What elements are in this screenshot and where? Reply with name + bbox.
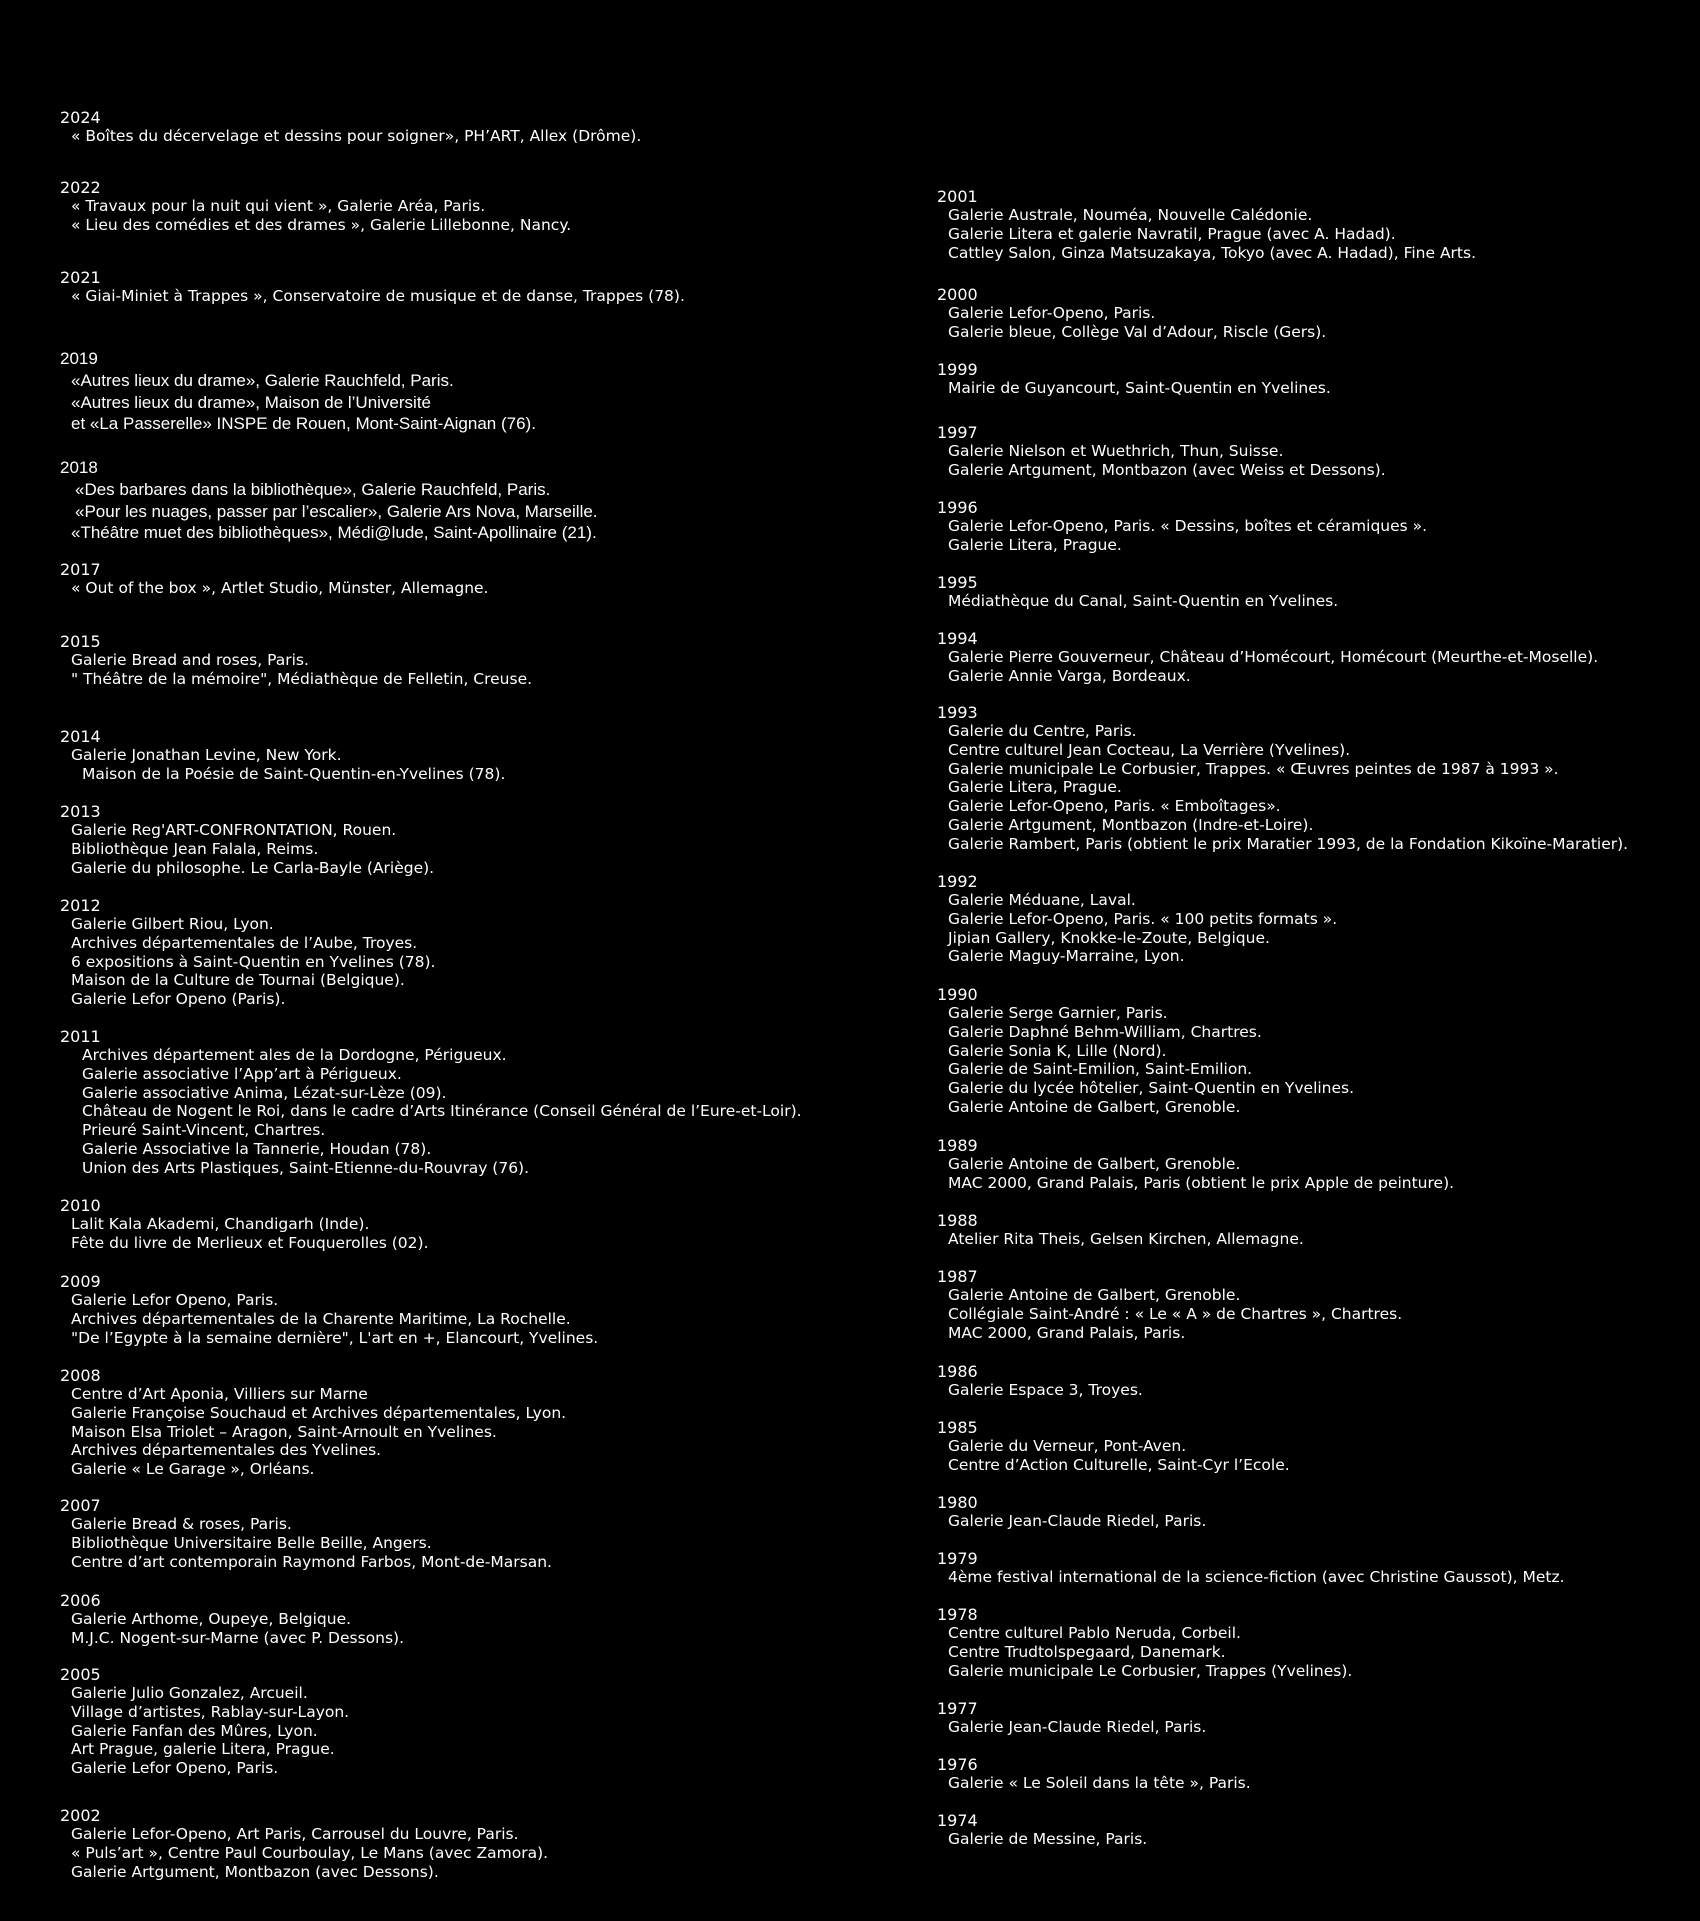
year-heading: 2018 bbox=[60, 458, 98, 477]
year-entry bbox=[937, 1418, 1677, 1475]
year-entry bbox=[937, 1136, 1677, 1193]
exhibition-line: Galerie Jean-Claude Riedel, Paris. bbox=[948, 1718, 1207, 1736]
year-entry bbox=[60, 348, 880, 435]
exhibition-line: Bibliothèque Universitaire Belle Beille, Angers. bbox=[71, 1533, 432, 1552]
exhibition-line: Maison de la Culture de Tournai (Belgique). bbox=[71, 971, 405, 990]
year-entry bbox=[60, 1272, 880, 1347]
exhibition-line: Galerie municipale Le Corbusier, Trappes. « Œuvres peintes de 1987 à 1993 ». bbox=[948, 759, 1559, 778]
exhibition-line: Galerie Bread and roses, Paris. bbox=[71, 651, 309, 669]
exhibition-line: Galerie Litera, Prague. bbox=[948, 778, 1122, 797]
exhibition-line: Maison de la Poésie de Saint-Quentin-en-Yvelines (78). bbox=[82, 764, 506, 783]
exhibition-line: Atelier Rita Theis, Gelsen Kirchen, Allemagne. bbox=[948, 1230, 1304, 1248]
year-heading: 1995 bbox=[937, 573, 978, 592]
exhibition-line: Galerie Lefor Openo, Paris. bbox=[71, 1759, 279, 1778]
year-entry bbox=[60, 178, 880, 235]
year-entry bbox=[937, 423, 1677, 480]
exhibition-line: Galerie Espace 3, Troyes. bbox=[948, 1381, 1143, 1399]
exhibition-line: Centre d’Action Culturelle, Saint-Cyr l’Ecole. bbox=[948, 1455, 1290, 1474]
year-entry bbox=[60, 457, 880, 544]
exhibition-line: Archives département ales de la Dordogne, Périgueux. bbox=[82, 1046, 507, 1064]
year-heading: 2015 bbox=[60, 632, 101, 651]
year-heading: 1977 bbox=[937, 1699, 978, 1718]
exhibition-line: Galerie Antoine de Galbert, Grenoble. bbox=[948, 1286, 1241, 1304]
exhibition-line: «Autres lieux du drame», Galerie Rauchfeld, Paris. bbox=[71, 370, 454, 390]
year-heading: 2010 bbox=[60, 1196, 101, 1215]
year-heading: 2024 bbox=[60, 108, 101, 127]
year-entry bbox=[60, 1196, 880, 1253]
exhibition-line: Galerie de Messine, Paris. bbox=[948, 1830, 1148, 1848]
exhibition-line: Galerie Artgument, Montbazon (avec Weiss et Dessons). bbox=[948, 460, 1386, 479]
year-entry bbox=[937, 1755, 1677, 1793]
year-heading: 2013 bbox=[60, 802, 101, 821]
year-heading: 1996 bbox=[937, 498, 978, 517]
exhibition-line: Galerie du Verneur, Pont-Aven. bbox=[948, 1437, 1187, 1455]
year-entry bbox=[937, 573, 1677, 611]
year-heading: 1979 bbox=[937, 1549, 978, 1568]
year-entry bbox=[60, 727, 880, 784]
exhibition-line: Galerie Julio Gonzalez, Arcueil. bbox=[71, 1684, 308, 1702]
year-heading: 1990 bbox=[937, 985, 978, 1004]
year-entry bbox=[937, 187, 1677, 262]
year-entry bbox=[60, 1665, 880, 1778]
year-entry bbox=[937, 629, 1677, 686]
year-heading: 1976 bbox=[937, 1755, 978, 1774]
exhibition-line: Galerie Lefor Openo, Paris. bbox=[71, 1291, 279, 1309]
exhibition-line: Galerie du lycée hôtelier, Saint-Quentin en Yvelines. bbox=[948, 1079, 1355, 1098]
year-entry bbox=[60, 1366, 880, 1479]
exhibition-line: Lalit Kala Akademi, Chandigarh (Inde). bbox=[71, 1215, 370, 1233]
exhibition-line: Galerie Jonathan Levine, New York. bbox=[71, 746, 342, 764]
exhibition-line: Galerie Antoine de Galbert, Grenoble. bbox=[948, 1097, 1241, 1116]
exhibition-line: Galerie Rambert, Paris (obtient le prix Maratier 1993, de la Fondation Kikoïne-Maratier). bbox=[948, 834, 1629, 853]
exhibition-line: Galerie Arthome, Oupeye, Belgique. bbox=[71, 1610, 352, 1628]
exhibition-line: «Théâtre muet des bibliothèques», Médi@lude, Saint-Apollinaire (21). bbox=[71, 523, 597, 543]
year-entry bbox=[937, 1211, 1677, 1249]
exhibition-line: Galerie Gilbert Riou, Lyon. bbox=[71, 915, 274, 933]
exhibition-line: «Autres lieux du drame», Maison de l’Université bbox=[71, 392, 432, 412]
year-heading: 2006 bbox=[60, 1591, 101, 1610]
year-heading: 2005 bbox=[60, 1665, 101, 1684]
year-heading: 2019 bbox=[60, 349, 98, 368]
exhibition-line: Galerie « Le Soleil dans la tête », Paris. bbox=[948, 1774, 1251, 1792]
year-entry bbox=[937, 1493, 1677, 1531]
year-entry bbox=[937, 1549, 1677, 1587]
exhibition-line: Galerie Fanfan des Mûres, Lyon. bbox=[71, 1721, 318, 1740]
year-heading: 1994 bbox=[937, 629, 978, 648]
exhibition-line: Château de Nogent le Roi, dans le cadre d’Arts Itinérance (Conseil Général de l’Eure-et-Loir). bbox=[82, 1102, 802, 1121]
exhibition-line: Galerie Artgument, Montbazon (Indre-et-Loire). bbox=[948, 815, 1314, 834]
exhibition-line: Prieuré Saint-Vincent, Chartres. bbox=[82, 1121, 326, 1140]
exhibition-line: Galerie Lefor-Openo, Paris. « 100 petits formats ». bbox=[948, 909, 1338, 928]
exhibition-line: Galerie Maguy-Marraine, Lyon. bbox=[948, 947, 1185, 966]
exhibition-line: Village d’artistes, Rablay-sur-Layon. bbox=[71, 1702, 350, 1721]
year-entry bbox=[60, 632, 880, 689]
exhibition-line: Mairie de Guyancourt, Saint-Quentin en Yvelines. bbox=[948, 379, 1331, 397]
year-heading: 1985 bbox=[937, 1418, 978, 1437]
exhibition-line: « Out of the box », Artlet Studio, Münster, Allemagne. bbox=[71, 579, 489, 597]
exhibition-line: 4ème festival international de la science-fiction (avec Christine Gaussot), Metz. bbox=[948, 1568, 1565, 1586]
exhibition-line: Fête du livre de Merlieux et Fouquerolles (02). bbox=[71, 1233, 429, 1252]
exhibition-line: Galerie Litera, Prague. bbox=[948, 535, 1122, 554]
year-heading: 1989 bbox=[937, 1136, 978, 1155]
exhibition-line: Galerie Méduane, Laval. bbox=[948, 891, 1136, 909]
exhibition-line: Archives départementales de l’Aube, Troyes. bbox=[71, 933, 418, 952]
exhibition-line: " Théâtre de la mémoire", Médiathèque de Felletin, Creuse. bbox=[71, 669, 533, 688]
exhibition-line: « Travaux pour la nuit qui vient », Galerie Aréa, Paris. bbox=[71, 197, 486, 215]
exhibition-line: Galerie associative Anima, Lézat-sur-Lèze (09). bbox=[82, 1083, 447, 1102]
year-entry bbox=[937, 1267, 1677, 1342]
exhibition-line: Centre culturel Jean Cocteau, La Verrière (Yvelines). bbox=[948, 740, 1351, 759]
year-entry bbox=[60, 802, 880, 877]
exhibition-line: Cattley Salon, Ginza Matsuzakaya, Tokyo (avec A. Hadad), Fine Arts. bbox=[948, 243, 1477, 262]
exhibition-line: Galerie Lefor-Openo, Art Paris, Carrousel du Louvre, Paris. bbox=[71, 1825, 519, 1843]
exhibition-line: Galerie Daphné Behm-William, Chartres. bbox=[948, 1022, 1262, 1041]
exhibition-line: Galerie bleue, Collège Val d’Adour, Riscle (Gers). bbox=[948, 322, 1327, 341]
year-heading: 2014 bbox=[60, 727, 101, 746]
year-entry bbox=[60, 1591, 880, 1648]
year-heading: 1997 bbox=[937, 423, 978, 442]
year-entry bbox=[937, 1699, 1677, 1737]
year-entry bbox=[60, 1496, 880, 1571]
exhibition-line: Galerie Lefor-Openo, Paris. « Emboîtages». bbox=[948, 797, 1281, 816]
exhibition-line: Galerie Nielson et Wuethrich, Thun, Suisse. bbox=[948, 442, 1284, 460]
exhibition-line: Galerie associative l’App’art à Périgueux. bbox=[82, 1064, 402, 1083]
exhibition-line: Galerie Associative la Tannerie, Houdan (78). bbox=[82, 1139, 432, 1158]
year-heading: 1974 bbox=[937, 1811, 978, 1830]
exhibition-line: Galerie du philosophe. Le Carla-Bayle (Ariège). bbox=[71, 858, 435, 877]
year-heading: 2001 bbox=[937, 187, 978, 206]
exhibition-line: «Pour les nuages, passer par l’escalier», Galerie Ars Nova, Marseille. bbox=[75, 501, 598, 521]
exhibition-line: Bibliothèque Jean Falala, Reims. bbox=[71, 839, 319, 858]
exhibition-line: Galerie « Le Garage », Orléans. bbox=[71, 1460, 315, 1479]
exhibition-line: Centre d’art contemporain Raymond Farbos, Mont-de-Marsan. bbox=[71, 1552, 552, 1571]
year-heading: 1980 bbox=[937, 1493, 978, 1512]
year-heading: 2012 bbox=[60, 896, 101, 915]
exhibition-line: Galerie Serge Garnier, Paris. bbox=[948, 1004, 1168, 1022]
exhibition-line: Galerie Lefor-Openo, Paris. « Dessins, boîtes et céramiques ». bbox=[948, 517, 1428, 535]
year-heading: 1988 bbox=[937, 1211, 978, 1230]
year-entry bbox=[937, 1811, 1677, 1849]
exhibition-line: Galerie Sonia K, Lille (Nord). bbox=[948, 1041, 1167, 1060]
exhibition-line: Centre culturel Pablo Neruda, Corbeil. bbox=[948, 1624, 1241, 1642]
year-heading: 1999 bbox=[937, 360, 978, 379]
exhibition-line: Union des Arts Plastiques, Saint-Etienne-du-Rouvray (76). bbox=[82, 1158, 530, 1177]
year-heading: 1987 bbox=[937, 1267, 978, 1286]
year-entry bbox=[60, 1806, 880, 1881]
year-heading: 1978 bbox=[937, 1605, 978, 1624]
year-heading: 1992 bbox=[937, 872, 978, 891]
year-entry bbox=[937, 498, 1677, 555]
year-entry bbox=[60, 896, 880, 1009]
exhibition-line: Centre d’Art Aponia, Villiers sur Marne bbox=[71, 1385, 368, 1403]
exhibition-line: "De l’Egypte à la semaine dernière", L'art en +, Elancourt, Yvelines. bbox=[71, 1328, 599, 1347]
exhibition-line: Galerie de Saint-Emilion, Saint-Emilion. bbox=[948, 1060, 1253, 1079]
exhibition-line: Galerie Lefor Openo (Paris). bbox=[71, 990, 286, 1009]
year-entry bbox=[60, 268, 880, 306]
exhibition-line: Archives départementales de la Charente Maritime, La Rochelle. bbox=[71, 1309, 571, 1328]
exhibition-line: Centre Trudtolspegaard, Danemark. bbox=[948, 1642, 1226, 1661]
exhibition-line: et «La Passerelle» INSPE de Rouen, Mont-Saint-Aignan (76). bbox=[71, 414, 536, 434]
exhibition-line: Galerie Françoise Souchaud et Archives départementales, Lyon. bbox=[71, 1403, 567, 1422]
year-heading: 2007 bbox=[60, 1496, 101, 1515]
year-heading: 2017 bbox=[60, 560, 101, 579]
exhibition-line: « Boîtes du décervelage et dessins pour soigner», PH’ART, Allex (Drôme). bbox=[71, 127, 642, 145]
year-heading: 2002 bbox=[60, 1806, 101, 1825]
exhibition-line: Archives départementales des Yvelines. bbox=[71, 1441, 382, 1460]
year-entry bbox=[937, 360, 1677, 398]
exhibition-line: MAC 2000, Grand Palais, Paris (obtient le prix Apple de peinture). bbox=[948, 1173, 1455, 1192]
year-heading: 2008 bbox=[60, 1366, 101, 1385]
exhibition-line: M.J.C. Nogent-sur-Marne (avec P. Dessons). bbox=[71, 1628, 405, 1647]
year-entry bbox=[60, 560, 880, 598]
exhibition-line: 6 expositions à Saint-Quentin en Yvelines (78). bbox=[71, 952, 436, 971]
exhibition-line: Collégiale Saint-André : « Le « A » de Chartres », Chartres. bbox=[948, 1304, 1403, 1323]
exhibition-line: Galerie municipale Le Corbusier, Trappes (Yvelines). bbox=[948, 1661, 1353, 1680]
exhibition-line: Médiathèque du Canal, Saint-Quentin en Yvelines. bbox=[948, 592, 1339, 610]
exhibition-line: Galerie Pierre Gouverneur, Château d’Homécourt, Homécourt (Meurthe-et-Moselle). bbox=[948, 648, 1599, 666]
exhibition-line: Galerie Australe, Nouméa, Nouvelle Calédonie. bbox=[948, 206, 1313, 224]
exhibition-line: « Giai-Miniet à Trappes », Conservatoire de musique et de danse, Trappes (78). bbox=[71, 287, 685, 305]
year-entry bbox=[937, 1605, 1677, 1680]
exhibition-line: Galerie Annie Varga, Bordeaux. bbox=[948, 666, 1191, 685]
exhibition-line: Galerie Bread & roses, Paris. bbox=[71, 1515, 292, 1533]
exhibition-line: Jipian Gallery, Knokke-le-Zoute, Belgique. bbox=[948, 928, 1270, 947]
year-entry bbox=[60, 108, 880, 146]
exhibition-line: Galerie Artgument, Montbazon (avec Dessons). bbox=[71, 1862, 439, 1881]
year-entry bbox=[937, 1362, 1677, 1400]
exhibition-line: Galerie Jean-Claude Riedel, Paris. bbox=[948, 1512, 1207, 1530]
exhibition-line: Maison Elsa Triolet – Aragon, Saint-Arnoult en Yvelines. bbox=[71, 1422, 497, 1441]
year-entry bbox=[937, 985, 1677, 1117]
exhibition-line: «Des barbares dans la bibliothèque», Galerie Rauchfeld, Paris. bbox=[75, 479, 551, 499]
exhibition-line: « Puls’art », Centre Paul Courboulay, Le Mans (avec Zamora). bbox=[71, 1843, 549, 1862]
exhibition-line: MAC 2000, Grand Palais, Paris. bbox=[948, 1323, 1186, 1342]
exhibition-line: Galerie du Centre, Paris. bbox=[948, 722, 1137, 740]
exhibition-line: Galerie Lefor-Openo, Paris. bbox=[948, 304, 1156, 322]
year-entry bbox=[937, 872, 1677, 966]
year-heading: 2021 bbox=[60, 268, 101, 287]
year-entry bbox=[937, 285, 1677, 342]
year-heading: 2022 bbox=[60, 178, 101, 197]
year-heading: 2011 bbox=[60, 1027, 101, 1046]
year-heading: 2000 bbox=[937, 285, 978, 304]
exhibition-line: Galerie Antoine de Galbert, Grenoble. bbox=[948, 1155, 1241, 1173]
year-heading: 1986 bbox=[937, 1362, 978, 1381]
exhibition-line: Galerie Litera et galerie Navratil, Prague (avec A. Hadad). bbox=[948, 224, 1396, 243]
exhibition-line: Galerie Reg'ART-CONFRONTATION, Rouen. bbox=[71, 821, 397, 839]
year-heading: 2009 bbox=[60, 1272, 101, 1291]
exhibition-line: « Lieu des comédies et des drames », Galerie Lillebonne, Nancy. bbox=[71, 215, 572, 234]
year-entry bbox=[60, 1027, 880, 1178]
exhibition-line: Art Prague, galerie Litera, Prague. bbox=[71, 1740, 335, 1759]
year-heading: 1993 bbox=[937, 703, 978, 722]
year-entry bbox=[937, 703, 1677, 854]
